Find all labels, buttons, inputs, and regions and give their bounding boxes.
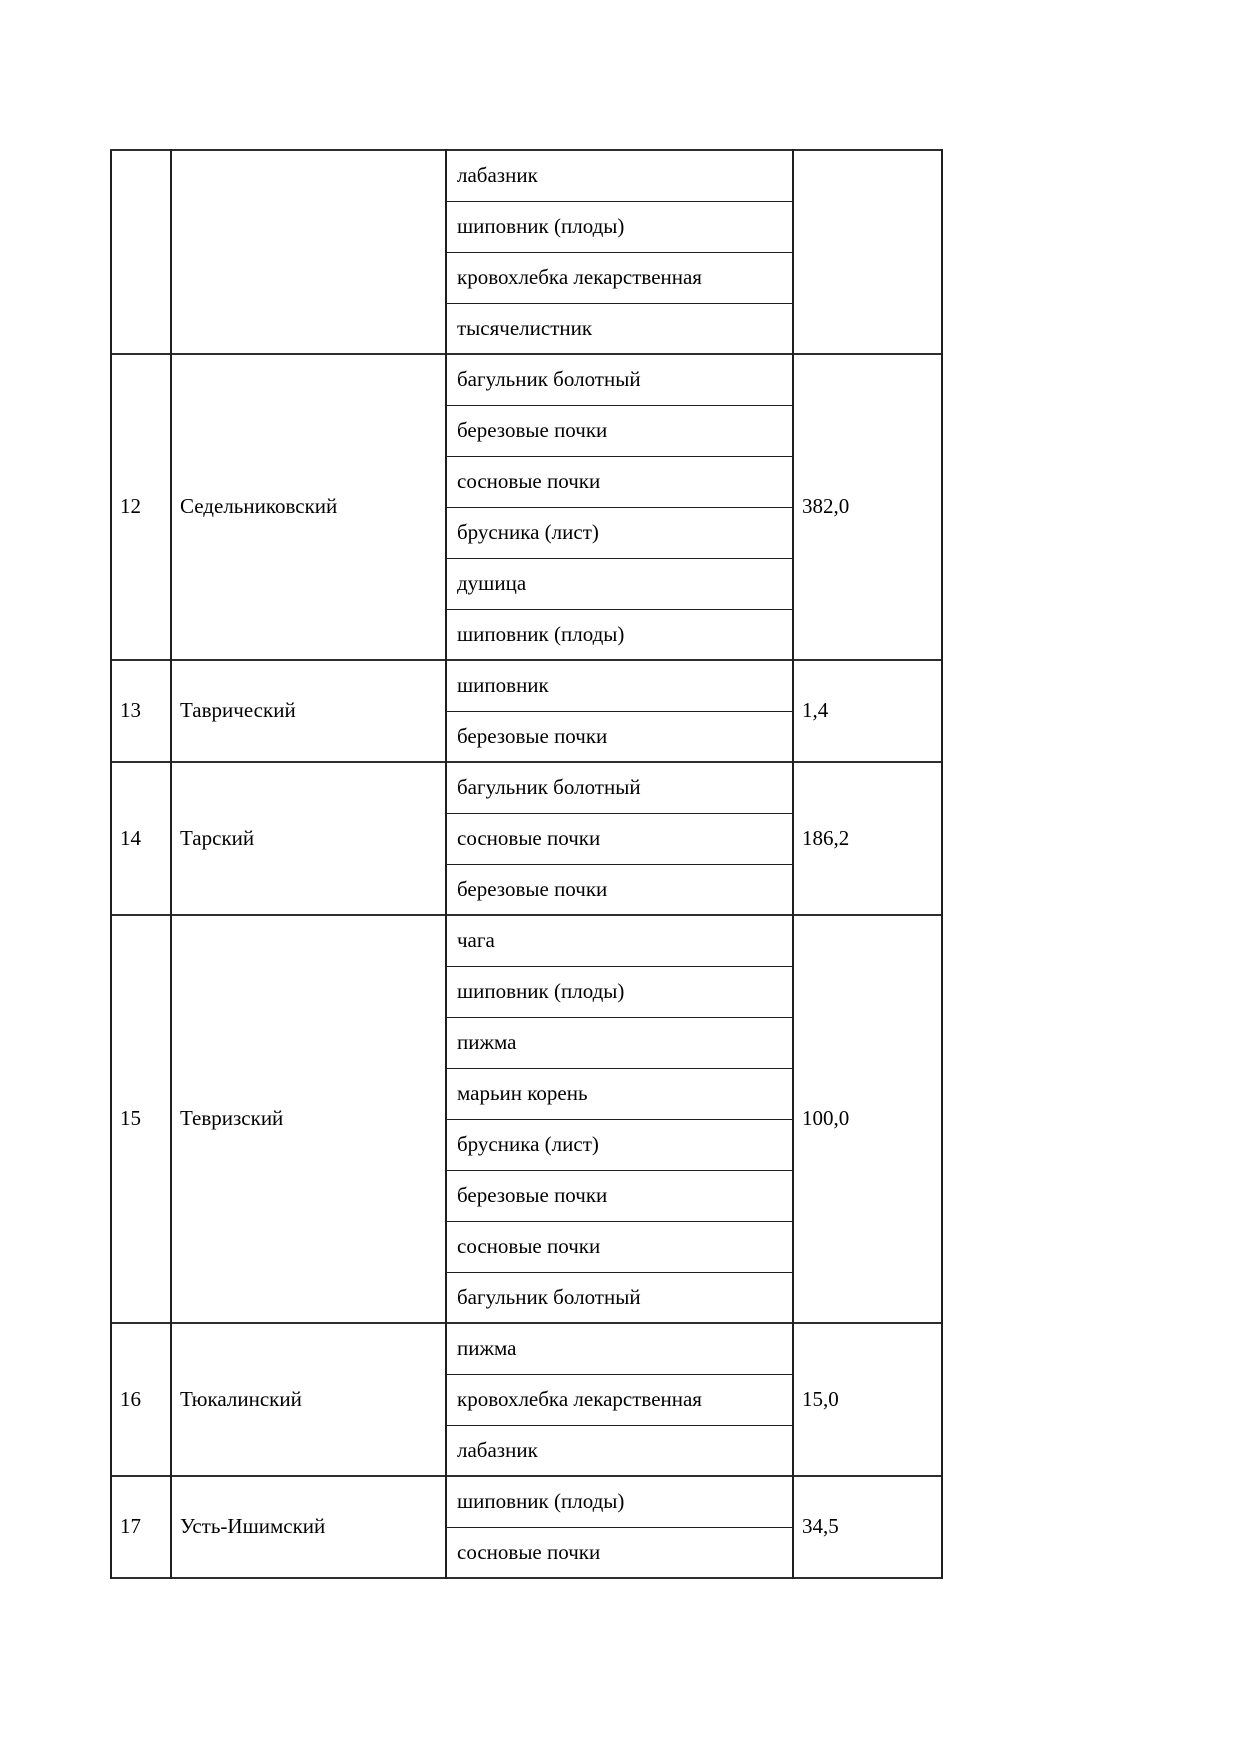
value-cell: 1,4 <box>793 660 942 762</box>
district-cell: Усть-Ишимский <box>171 1476 446 1578</box>
plant-cell: березовые почки <box>446 405 793 456</box>
plant-cell: багульник болотный <box>446 354 793 405</box>
plant-cell: шиповник <box>446 660 793 711</box>
district-cell: Тюкалинский <box>171 1323 446 1476</box>
table-row <box>111 915 942 966</box>
table-row <box>111 1323 942 1374</box>
plant-cell: пижма <box>446 1017 793 1068</box>
value-cell: 100,0 <box>793 915 942 1323</box>
plant-cell: лабазник <box>446 1425 793 1476</box>
plant-cell: тысячелистник <box>446 303 793 354</box>
plant-cell: березовые почки <box>446 1170 793 1221</box>
table-row <box>111 1476 942 1527</box>
row-number-cell <box>111 150 171 354</box>
table-row <box>111 150 942 201</box>
value-cell <box>793 150 942 354</box>
plant-cell: багульник болотный <box>446 762 793 813</box>
plant-cell: сосновые почки <box>446 1221 793 1272</box>
plant-cell: сосновые почки <box>446 456 793 507</box>
plant-cell: шиповник (плоды) <box>446 1476 793 1527</box>
medicinal-plants-table <box>110 149 943 1579</box>
table-row <box>111 354 942 405</box>
plant-cell: лабазник <box>446 150 793 201</box>
plant-cell: березовые почки <box>446 711 793 762</box>
plant-cell: кровохлебка лекарственная <box>446 1374 793 1425</box>
value-cell: 15,0 <box>793 1323 942 1476</box>
district-cell: Тарский <box>171 762 446 915</box>
table-body <box>111 150 942 1578</box>
value-cell: 34,5 <box>793 1476 942 1578</box>
table-row <box>111 762 942 813</box>
value-cell: 186,2 <box>793 762 942 915</box>
plant-cell: душица <box>446 558 793 609</box>
plant-cell: багульник болотный <box>446 1272 793 1323</box>
plant-cell: шиповник (плоды) <box>446 966 793 1017</box>
plant-cell: шиповник (плоды) <box>446 201 793 252</box>
plant-cell: сосновые почки <box>446 1527 793 1578</box>
plant-cell: чага <box>446 915 793 966</box>
plant-cell: марьин корень <box>446 1068 793 1119</box>
value-cell: 382,0 <box>793 354 942 660</box>
row-number-cell: 14 <box>111 762 171 915</box>
plant-cell: кровохлебка лекарственная <box>446 252 793 303</box>
row-number-cell: 13 <box>111 660 171 762</box>
district-cell: Таврический <box>171 660 446 762</box>
plant-cell: пижма <box>446 1323 793 1374</box>
row-number-cell: 16 <box>111 1323 171 1476</box>
district-cell: Седельниковский <box>171 354 446 660</box>
row-number-cell: 15 <box>111 915 171 1323</box>
district-cell: Тевризский <box>171 915 446 1323</box>
plant-cell: брусника (лист) <box>446 1119 793 1170</box>
table-row <box>111 660 942 711</box>
plant-cell: сосновые почки <box>446 813 793 864</box>
plant-cell: березовые почки <box>446 864 793 915</box>
plant-cell: брусника (лист) <box>446 507 793 558</box>
district-cell <box>171 150 446 354</box>
row-number-cell: 17 <box>111 1476 171 1578</box>
plant-cell: шиповник (плоды) <box>446 609 793 660</box>
row-number-cell: 12 <box>111 354 171 660</box>
